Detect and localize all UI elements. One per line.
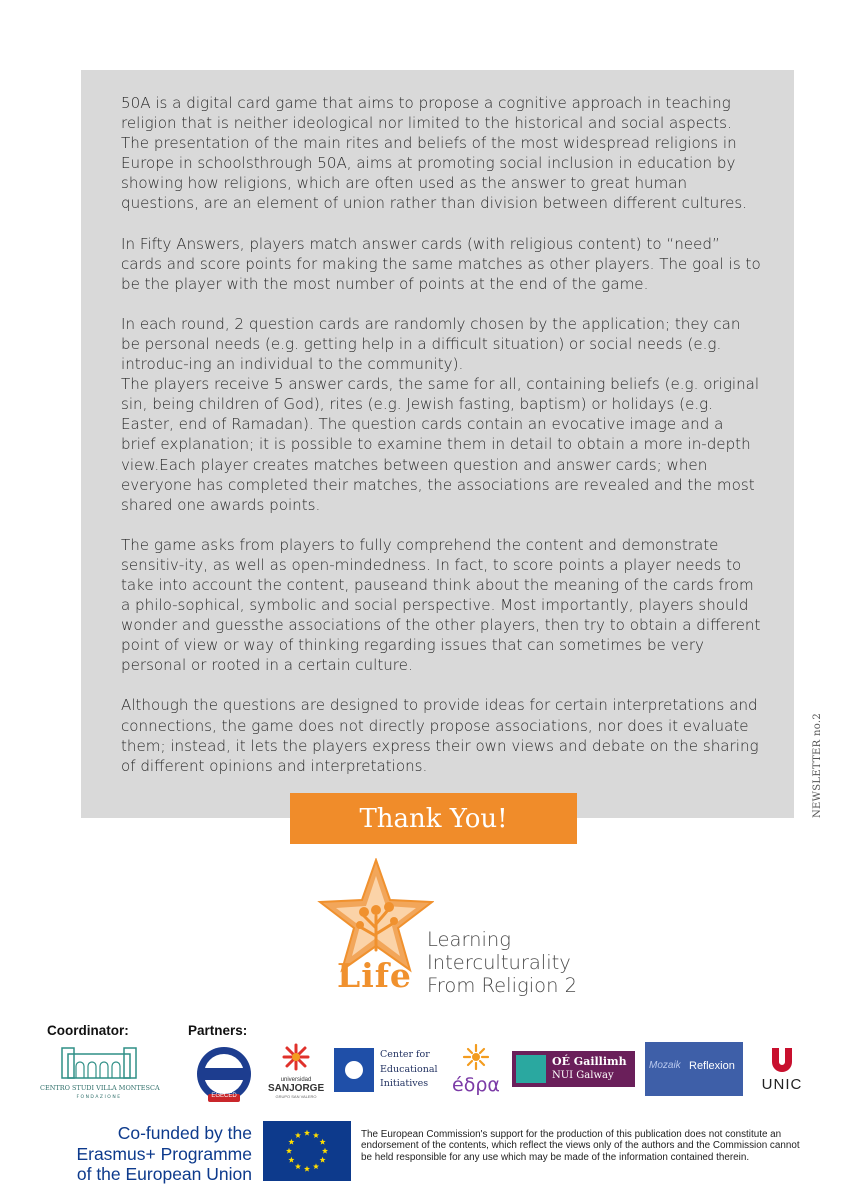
- villa-montesca-sub: FONDAZIONE: [76, 1095, 122, 1100]
- unic-emblem-icon: [758, 1046, 806, 1072]
- tagline-line-1: Learning: [427, 928, 511, 951]
- article-paragraph-6: Although the questions are designed to provide ideas for certain interpretations and connections, the game does not directly propose associations, nor does it evaluate them; instead, it lets the players express their own views and debate on the sharing of different opinions and interpretations.: [121, 696, 759, 775]
- reflexion-mozaik: Mozaik: [649, 1060, 681, 1071]
- article-paragraph-5: The game asks from players to fully comprehend the content and demonstrate sensitiv-ity, as well as open-mindedness. In fact, to score points a player needs to take into account the content, pauseand think about the meaning of the cards from a philo-sophical, symbolic and social perspective. Most importantly, players should wonder and guessthe associations of the other players, then try to obtain a different point of view or way of thinking regarding issues that can sometimes be very personal or rooted in a certain culture.: [121, 535, 761, 675]
- nui-galway-logo: [512, 1051, 635, 1087]
- cofunded-line-2: Erasmus+ Programme: [76, 1143, 252, 1164]
- cei-square: [334, 1048, 374, 1092]
- sanjorge-logo: [268, 1043, 324, 1103]
- life-logo-word: Life: [337, 956, 412, 995]
- edra-name: éδρα: [452, 1074, 500, 1096]
- nui-galway-irish: OÉ Gaillimh: [552, 1055, 627, 1068]
- cei-line-1: Center for: [380, 1049, 430, 1060]
- sanjorge-top: universidad: [280, 1077, 312, 1083]
- coordinator-label: Coordinator:: [47, 1023, 129, 1038]
- cei-logo: [334, 1048, 446, 1092]
- article-paragraph-3: In each round, 2 question cards are randomly chosen by the application; they can be personal needs (e.g. getting help in a difficult situation) or social needs (e.g. introduc-ing an individual to the community).: [121, 314, 741, 374]
- tagline-line-2: Interculturality: [427, 951, 571, 974]
- reflexion-name: Reflexion: [689, 1060, 735, 1072]
- thank-you-banner: Thank You!: [290, 793, 577, 844]
- egeceed-logo: [190, 1046, 258, 1106]
- unic-logo: [758, 1046, 806, 1094]
- nui-galway-crest-icon: [516, 1055, 546, 1083]
- edra-logo: [452, 1044, 500, 1096]
- cofunded-line-3: of the European Union: [76, 1164, 252, 1184]
- nui-galway-english: NUI Galway: [552, 1070, 614, 1081]
- eu-disclaimer: The European Commission's support for the production of this publication does not constitute an endorsement of the contents, which reflect the views only of the authors and the Commission cannot be held responsible for any use which may be made of the information contained therein.: [361, 1129, 800, 1163]
- sanjorge-sub: GRUPO SAN VALERO: [275, 1094, 317, 1099]
- egeceed-label: EGECED: [211, 1093, 237, 1099]
- reflexion-logo: [645, 1042, 743, 1096]
- project-tagline: [427, 928, 627, 997]
- article-body: [121, 93, 761, 796]
- article-paragraph-2: In Fifty Answers, players match answer cards (with religious content) to “need” cards and score points for making the same matches as other players. The goal is to be the player with the most number of points at the end of the game.: [121, 234, 761, 293]
- newsletter-issue-label: NEWSLETTER no.2: [812, 713, 823, 818]
- villa-building-icon: [40, 1046, 158, 1080]
- villa-montesca-logo: [40, 1046, 158, 1104]
- sanjorge-name: SANJORGE: [268, 1083, 325, 1094]
- cofunded-line-1: Co-funded by the: [117, 1123, 252, 1143]
- cei-circle-icon: [345, 1061, 363, 1079]
- edra-sun-icon: [452, 1044, 500, 1070]
- cei-line-2: Educational: [380, 1063, 438, 1075]
- article-paragraph-4: The players receive 5 answer cards, the same for all, containing beliefs (e.g. original sin, being children of God), rites (e.g. Jewish fasting, baptism) or holidays (e.g. Easter, end of Ramadan). The question cards contain an evocative image and a brief explanation; it is possible to examine them in detail to obtain a more in-depth view.Each player creates matches between question and answer cards; when everyone has completed their matches, the associations are revealed and the most shared one awards points.: [121, 375, 760, 514]
- tagline-line-3: From Religion 2: [427, 974, 578, 997]
- cei-line-3: Initiatives: [380, 1078, 429, 1089]
- cofunded-text: [72, 1123, 252, 1185]
- villa-montesca-name: CENTRO STUDI VILLA MONTESCA: [40, 1084, 160, 1092]
- unic-name: UNIC: [761, 1076, 803, 1093]
- eu-flag-icon: [263, 1121, 351, 1181]
- article-paragraph-1: 50A is a digital card game that aims to propose a cognitive approach in teaching religion that is neither ideological nor limited to the historical and social aspects. The presentation of the main rites and beliefs of the most widespread religions in Europe in schoolsthrough 50A, aims at promoting social inclusion in education by showing how religions, which are often used as the answer to great human questions, are an element of union rather than division between different cultures.: [121, 94, 748, 213]
- sanjorge-star-icon: [268, 1043, 324, 1073]
- partners-label: Partners:: [188, 1023, 248, 1038]
